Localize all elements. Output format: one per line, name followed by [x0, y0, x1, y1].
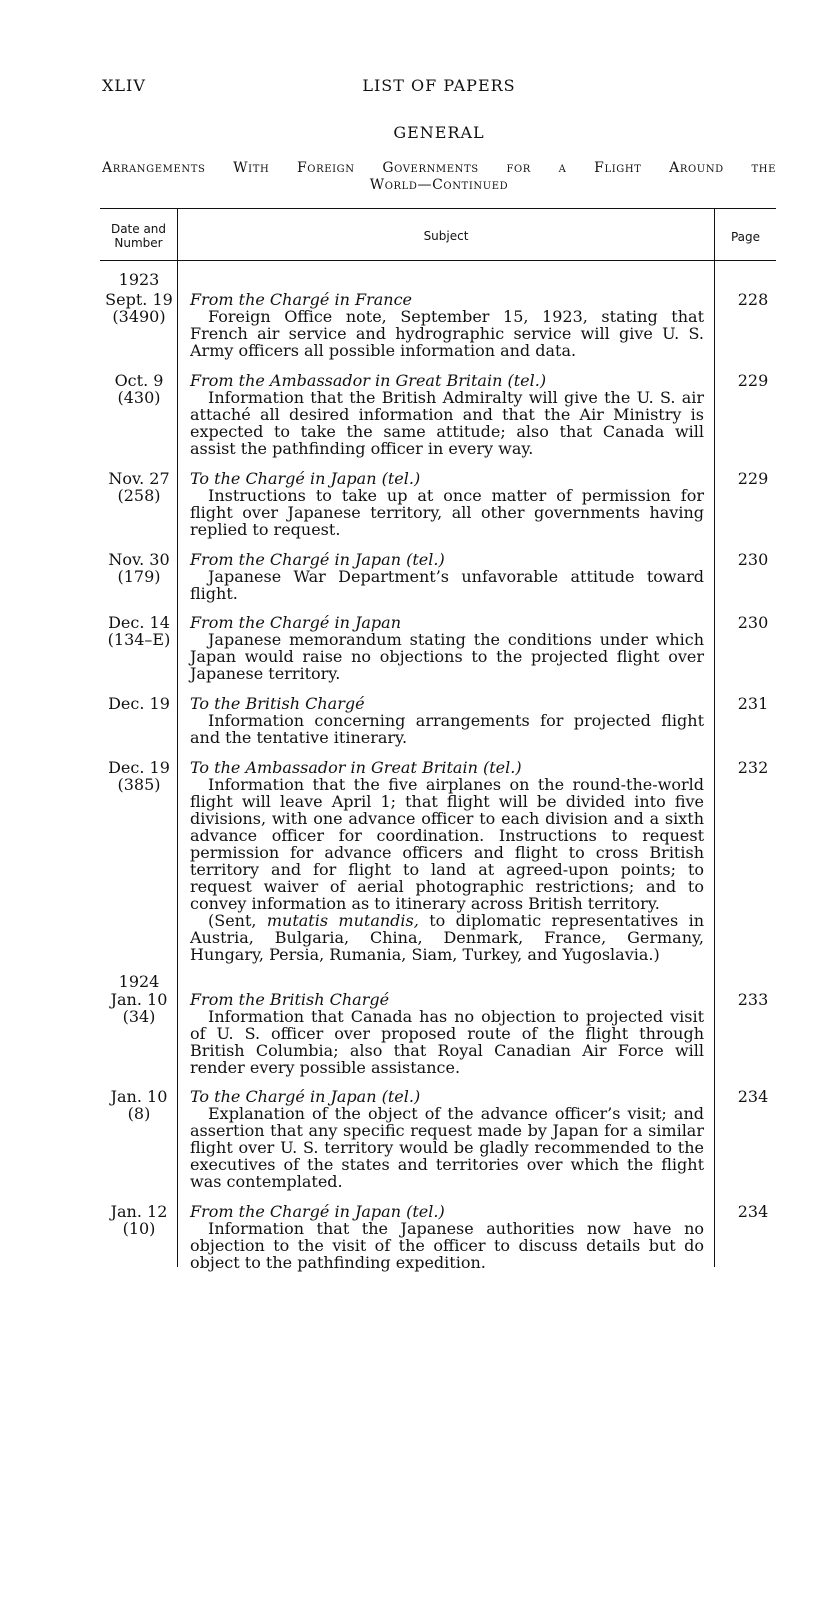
- entry-subject: [190, 551, 704, 602]
- entry-date: Nov. 27: [108, 469, 170, 488]
- entry-date: Jan. 12: [110, 1202, 168, 1221]
- entry-date-cell: [100, 470, 178, 504]
- entry-text: Explanation of the object of the advance officer’s visit; and assertion that any specific request made by Japan for a similar flight over U. S. territory would be gladly recommended to the executives of the states and territories over which the flight was contemplated.: [190, 1104, 704, 1191]
- entry-date-cell: [100, 695, 178, 712]
- entry-heading: [190, 1088, 704, 1105]
- entry-date: Nov. 30: [108, 550, 170, 569]
- entry-page: 232: [737, 758, 769, 777]
- entry-heading-text: From the Chargé in Japan: [190, 613, 402, 632]
- entry-date-cell: [100, 291, 178, 325]
- column-header-page: Page: [730, 230, 761, 244]
- entry-date: Dec. 19: [108, 758, 170, 777]
- entry-heading-text: To the Ambassador in Great Britain: [190, 758, 478, 777]
- entry-heading-suffix: (tel.): [381, 1087, 421, 1106]
- entry-text: Information that Canada has no objection to projected visit of U. S. officer over proposed route of the flight through British Columbia; also that Royal Canadian Air Force will render every possible assistance.: [190, 1007, 704, 1077]
- entry-page: 234: [737, 1087, 769, 1106]
- entry-text: Instructions to take up at once matter of permission for flight over Japanese territory, all other governments having replied to request.: [190, 486, 704, 539]
- entry-date: Oct. 9: [114, 371, 164, 390]
- entry-page: 230: [737, 550, 769, 569]
- entry-number: (258): [117, 486, 161, 505]
- entry-date: Jan. 10: [110, 990, 168, 1009]
- entry-date: Jan. 10: [110, 1087, 168, 1106]
- entry-number: (134–E): [107, 630, 171, 649]
- entry-number: (430): [117, 388, 161, 407]
- entry-date-cell: [100, 614, 178, 648]
- entry-heading-suffix: (tel.): [381, 469, 421, 488]
- entry-text: Information that the Japanese authorities now have no objection to the visit of the officer to discuss details but do object to the pathfinding expedition.: [190, 1219, 704, 1272]
- entry-text: Information concerning arrangements for projected flight and the tentative itinerary.: [190, 711, 704, 747]
- page-number: XLIV: [102, 76, 146, 95]
- entry-heading-suffix: (tel.): [507, 371, 547, 390]
- entry-heading: [190, 291, 704, 308]
- entry-number: (10): [122, 1219, 156, 1238]
- entry-subject: [190, 759, 704, 963]
- entry-note-italic: mutatis mutandis,: [266, 911, 419, 930]
- running-title: LIST OF PAPERS: [362, 76, 516, 95]
- table-header-rule: [100, 260, 776, 261]
- entry-number: (179): [117, 567, 161, 586]
- entry-date-cell: [100, 759, 178, 793]
- entry-heading: [190, 614, 704, 631]
- entry-date-cell: [100, 551, 178, 585]
- column-header-date-line2: Number: [114, 236, 163, 250]
- entry-heading-text: To the Chargé in Japan: [190, 1087, 377, 1106]
- entry-heading-suffix: (tel.): [406, 550, 445, 569]
- entry-page: 234: [737, 1202, 769, 1221]
- page-header: [102, 76, 776, 98]
- entry-heading-text: From the Ambassador in Great Britain: [190, 371, 503, 390]
- entry-heading-text: To the Chargé in Japan: [190, 469, 377, 488]
- entry-subject: [190, 991, 704, 1076]
- entry-text: Information that the five airplanes on the round-the-world flight will leave April 1; that flight will be divided into five divisions, with one advance officer to each division and a sixth advance officer for coordination. Instructions to request permission for advance officers and flight to cross British territory and for flight to land at agreed-upon points; to request waiver of aerial photographic restrictions; and to convey information as to itinerary across British territory.: [190, 775, 704, 913]
- column-header-date: [100, 222, 177, 250]
- entry-note-after: to diplomatic representatives in Austria, Bulgaria, China, Denmark, France, Germany, Hungary, Persia, Rumania, Siam, Turkey, and Yugoslavia.): [190, 911, 704, 964]
- year-label: 1923: [118, 270, 160, 289]
- entry-heading: [190, 551, 704, 568]
- entry-number: (34): [122, 1007, 156, 1026]
- year-label: 1924: [118, 972, 160, 991]
- entry-heading-suffix: (tel.): [406, 1202, 445, 1221]
- section-title: GENERAL: [393, 123, 485, 142]
- entry-date-cell: [100, 991, 178, 1025]
- entry-page: 229: [737, 371, 769, 390]
- entry-number: (8): [127, 1104, 151, 1123]
- entry-page: 231: [737, 694, 769, 713]
- column-header-subject: Subject: [423, 229, 469, 243]
- entry-date: Dec. 19: [108, 694, 170, 713]
- subtitle-line-2: World—Continued: [369, 177, 509, 193]
- entry-subject: [190, 695, 704, 746]
- entry-text: Japanese memorandum stating the conditions under which Japan would raise no objections to the projected flight over Japanese territory.: [190, 630, 704, 683]
- entry-heading-text: From the Chargé in Japan: [190, 1202, 402, 1221]
- entry-date-cell: [100, 1203, 178, 1237]
- entry-subject: [190, 1203, 704, 1271]
- entry-page: 230: [737, 613, 769, 632]
- entry-heading: [190, 991, 704, 1008]
- entry-subject: [190, 291, 704, 359]
- entry-subject: [190, 1088, 704, 1190]
- entry-page: 229: [737, 469, 769, 488]
- entry-date: Dec. 14: [108, 613, 170, 632]
- entry-subject: [190, 372, 704, 457]
- entry-heading: [190, 372, 704, 389]
- entry-text: Foreign Office note, September 15, 1923, stating that French air service and hydrographic service will give U. S. Army officers all possible information and data.: [190, 307, 704, 360]
- entry-number: (385): [117, 775, 161, 794]
- entry-number: (3490): [112, 307, 166, 326]
- entry-heading: [190, 759, 704, 776]
- section-subtitle: [102, 160, 776, 194]
- entry-text: Information that the British Admiralty will give the U. S. air attaché all desired information and that the Air Ministry is expected to take the same attitude; also that Canada will assist the pathfinding officer in every way.: [190, 388, 704, 458]
- entry-date-cell: [100, 1088, 178, 1122]
- entry-heading-suffix: (tel.): [482, 758, 522, 777]
- entry-note: [190, 912, 704, 963]
- entry-heading: [190, 470, 704, 487]
- entry-heading-text: From the Chargé in Japan: [190, 550, 402, 569]
- entry-heading-text: From the Chargé in France: [190, 290, 412, 309]
- entry-date: Sept. 19: [105, 290, 173, 309]
- table-top-rule: [100, 208, 776, 209]
- entry-subject: [190, 470, 704, 538]
- entry-subject: [190, 614, 704, 682]
- entry-page: 228: [737, 290, 769, 309]
- subtitle-line-1: Arrangements With Foreign Governments for a Flight Around the: [102, 160, 776, 176]
- entry-heading-text: To the British Chargé: [190, 694, 365, 713]
- entry-heading-text: From the British Chargé: [190, 990, 390, 1009]
- entry-heading: [190, 695, 704, 712]
- entry-note-before: (Sent,: [208, 911, 257, 930]
- entry-date-cell: [100, 372, 178, 406]
- entry-text: Japanese War Department’s unfavorable attitude toward flight.: [190, 567, 704, 603]
- column-header-date-line1: Date and: [110, 222, 167, 236]
- entry-page: 233: [737, 990, 769, 1009]
- entry-heading: [190, 1203, 704, 1220]
